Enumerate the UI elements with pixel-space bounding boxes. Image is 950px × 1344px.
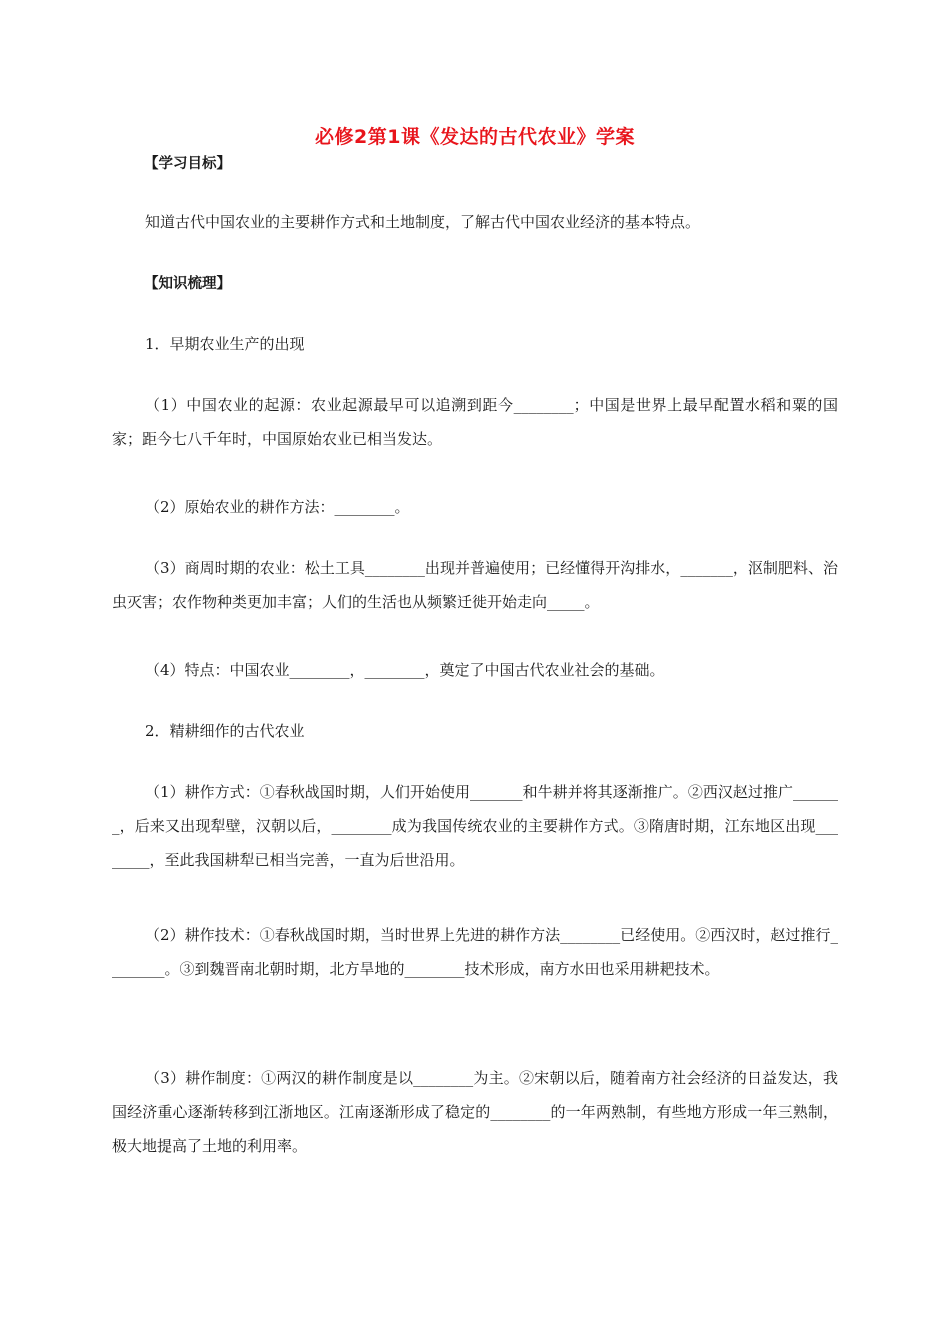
objectives-text: 知道古代中国农业的主要耕作方式和土地制度，了解古代中国农业经济的基本特点。 <box>145 213 701 231</box>
objectives-heading: 【学习目标】 <box>144 156 231 172</box>
item2-paragraph-2: （2）耕作技术：①春秋战国时期，当时世界上先进的耕作方法________已经使用。②西汉时，赵过推行________。③到魏晋南北朝时期，北方旱地的________技术形成，南方水田也采用耕耙技术。 <box>112 926 838 978</box>
item2-paragraph-1: （1）耕作方式：①春秋战国时期，人们开始使用_______和牛耕并将其逐渐推广。②西汉赵过推广_______，后来又出现犁壁，汉朝以后，________成为我国传统农业的主要耕作方式。③隋唐时期，江东地区出现________，至此我国耕犁已相当完善，一直为后世沿用。 <box>112 783 838 869</box>
item1-paragraph-3: （3）商周时期的农业：松土工具________出现并普遍使用；已经懂得开沟排水，_______，沤制肥料、治虫灭害；农作物种类更加丰富；人们的生活也从频繁迁徙开始走向_____。 <box>112 559 838 611</box>
item1-paragraph-4: （4）特点：中国农业________，________，奠定了中国古代农业社会的基础。 <box>145 661 665 679</box>
item1-paragraph-1: （1）中国农业的起源：农业起源最早可以追溯到距今________；中国是世界上最早配置水稻和粟的国家；距今七八千年时，中国原始农业已相当发达。 <box>112 396 838 448</box>
knowledge-heading: 【知识梳理】 <box>144 276 231 292</box>
item1-paragraph-2: （2）原始农业的耕作方法：________。 <box>145 498 410 516</box>
item2-paragraph-3: （3）耕作制度：①两汉的耕作制度是以________为主。②宋朝以后，随着南方社会经济的日益发达，我国经济重心逐渐转移到江浙地区。江南逐渐形成了稳定的________的一年两熟制，有些地方形成一年三熟制，极大地提高了土地的利用率。 <box>112 1069 838 1155</box>
item1-title: 1．早期农业生产的出现 <box>145 335 305 353</box>
page-title: 必修2第1课《发达的古代农业》学案 <box>315 126 635 148</box>
item2-title: 2．精耕细作的古代农业 <box>145 722 305 740</box>
